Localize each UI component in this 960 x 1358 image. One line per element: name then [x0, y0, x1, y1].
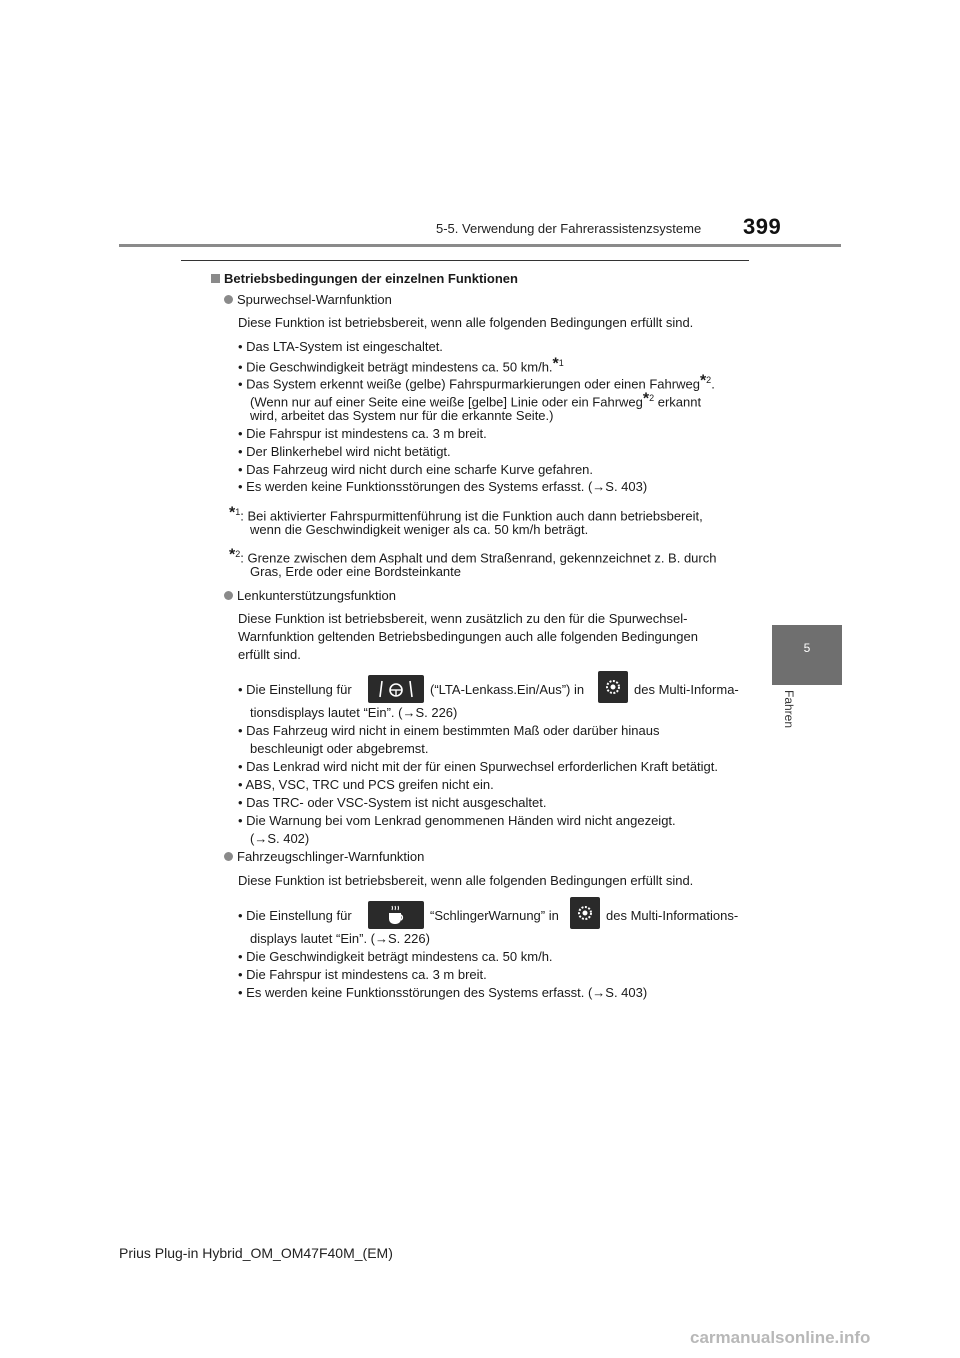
sec2-bullet: • Die Warnung bei vom Lenkrad genommenen Händen wird nicht angezeigt.: [238, 813, 676, 828]
sec1-bullet: • Das Fahrzeug wird nicht durch eine scharfe Kurve gefahren.: [238, 462, 594, 477]
sec1-title: Spurwechsel-Warnfunktion: [224, 291, 392, 308]
footnote-2: *$^2$: Grenze zwischen dem Asphalt und dem Straßenrand, gekennzeichnet z. B. durch: [229, 546, 717, 566]
sec3-title: Fahrzeugschlinger-Warnfunktion: [224, 848, 424, 865]
sec2-intro: Warnfunktion geltenden Betriebsbedingungen auch alle folgenden Bedingungen: [238, 629, 698, 644]
sec2-bullet: • Das TRC- oder VSC-System ist nicht ausgeschaltet.: [238, 795, 547, 810]
sec2-intro: Diese Funktion ist betriebsbereit, wenn zusätzlich zu den für die Spurwechsel-: [238, 611, 688, 626]
sec1-bullet: • Der Blinkerhebel wird nicht betätigt.: [238, 444, 451, 459]
sec3-intro: Diese Funktion ist betriebsbereit, wenn alle folgenden Bedingungen erfüllt sind.: [238, 873, 694, 888]
header-rule: [119, 244, 841, 247]
coffee-cup-icon: [368, 901, 424, 929]
footnote-1: *$^1$: Bei aktivierter Fahrspurmittenführung ist die Funktion auch dann betriebsbereit,: [229, 504, 703, 524]
sec2-bullet: • Die Einstellung für: [238, 682, 352, 697]
sec1-bullet: • Es werden keine Funktionsstörungen des Systems erfasst. (→S. 403): [238, 479, 648, 494]
steering-assist-icon: [368, 675, 424, 703]
watermark: carmanualsonline.info: [690, 1328, 871, 1347]
dot-bullet-icon: [224, 295, 233, 304]
sec1-intro: Diese Funktion ist betriebsbereit, wenn alle folgenden Bedingungen erfüllt sind.: [238, 315, 694, 330]
section-title: 5-5. Verwendung der Fahrerassistenzsysteme: [436, 221, 702, 236]
sec3-bullet: • Die Einstellung für: [238, 908, 352, 923]
chapter-label: Fahren: [782, 690, 796, 729]
square-bullet-icon: [211, 274, 220, 283]
sec3-bullet: • Die Geschwindigkeit beträgt mindestens ca. 50 km/h.: [238, 949, 553, 964]
sec2-title: Lenkunterstützungsfunktion: [224, 587, 396, 604]
sec2-bullet-cont: tionsdisplays lautet “Ein”. (→S. 226): [250, 705, 458, 720]
page-number: 399: [743, 214, 782, 239]
dot-bullet-icon: [224, 591, 233, 600]
sec1-bullet-cont: wird, arbeitet das System nur für die erkannte Seite.): [250, 408, 554, 423]
sec3-bullet: • Die Fahrspur ist mindestens ca. 3 m breit.: [238, 967, 487, 982]
footnote-1-cont: wenn die Geschwindigkeit weniger als ca. 50 km/h beträgt.: [250, 522, 589, 537]
sec1-bullet: • Die Geschwindigkeit beträgt mindestens ca. 50 km/h.*$^1$: [238, 355, 564, 375]
sec1-bullet: • Das System erkennt weiße (gelbe) Fahrspurmarkierungen oder einen Fahrweg*$^2$.: [238, 372, 715, 392]
document-footer: Prius Plug-in Hybrid_OM_OM47F40M_(EM): [119, 1245, 393, 1261]
gear-icon: [598, 671, 628, 703]
content-rule: [181, 260, 749, 261]
dot-bullet-icon: [224, 852, 233, 861]
chapter-number: 5: [803, 641, 811, 655]
sec2-bullet: • Das Lenkrad wird nicht mit der für einen Spurwechsel erforderlichen Kraft betätigt.: [238, 759, 719, 774]
footnote-2-cont: Gras, Erde oder eine Bordsteinkante: [250, 564, 462, 579]
sec3-bullet: “SchlingerWarnung” in: [430, 908, 559, 923]
sec2-bullet: (“LTA-Lenkass.Ein/Aus”) in: [430, 682, 585, 697]
sec2-bullet: • ABS, VSC, TRC und PCS greifen nicht ein.: [238, 777, 494, 792]
sec2-bullet-cont: (→S. 402): [250, 831, 310, 846]
sec1-bullet: • Das LTA-System ist eingeschaltet.: [238, 339, 443, 354]
sec2-bullet: des Multi-Informa-: [634, 682, 739, 697]
sec2-bullet-cont: beschleunigt oder abgebremst.: [250, 741, 429, 756]
sec3-bullet: des Multi-Informations-: [606, 908, 739, 923]
chapter-tab: [772, 625, 842, 685]
main-heading: Betriebsbedingungen der einzelnen Funktionen: [211, 270, 518, 287]
sec1-bullet-cont: (Wenn nur auf einer Seite eine weiße [gelbe] Linie oder ein Fahrweg*$^2$ erkannt: [250, 390, 702, 410]
sec3-bullet-cont: displays lautet “Ein”. (→S. 226): [250, 931, 430, 946]
sec1-bullet: • Die Fahrspur ist mindestens ca. 3 m breit.: [238, 426, 487, 441]
gear-icon: [570, 897, 600, 929]
sec3-bullet: • Es werden keine Funktionsstörungen des Systems erfasst. (→S. 403): [238, 985, 648, 1000]
sec2-bullet: • Das Fahrzeug wird nicht in einem bestimmten Maß oder darüber hinaus: [238, 723, 660, 738]
sec2-intro: erfüllt sind.: [238, 647, 301, 662]
